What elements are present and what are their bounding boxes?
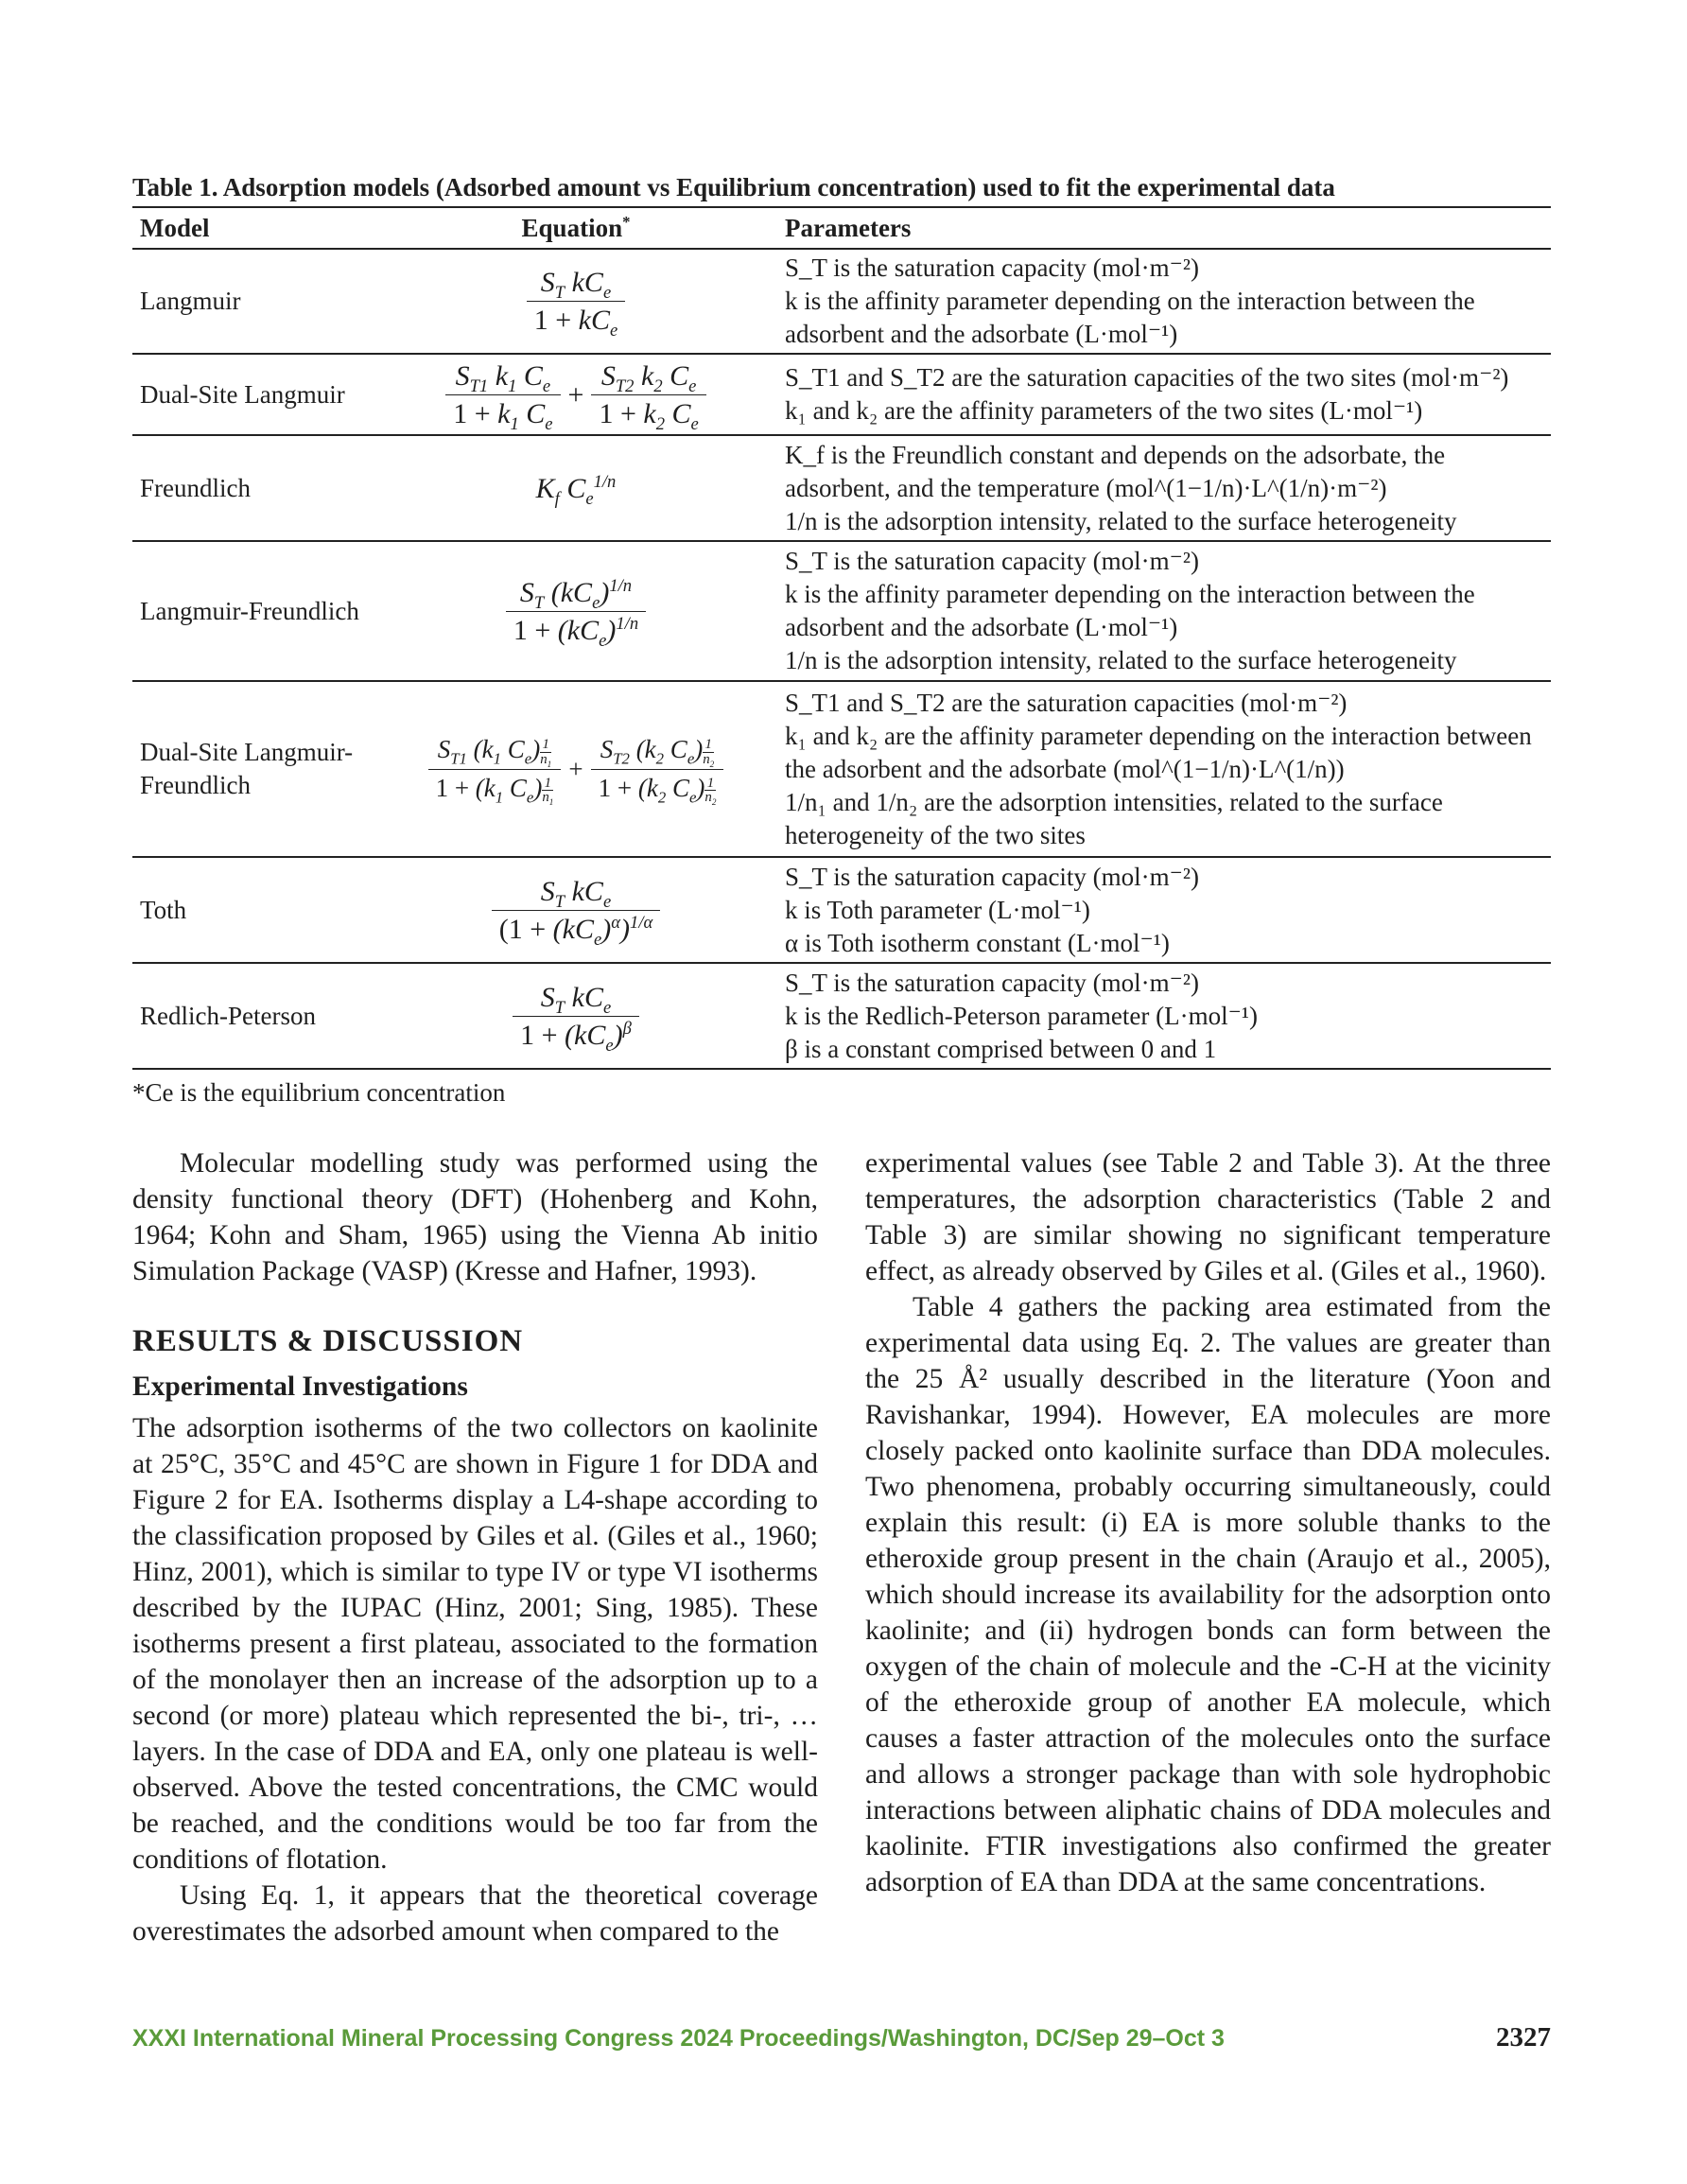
param-line: S_T is the saturation capacity (mol·m⁻²) [785,547,1199,575]
table-row [132,541,1551,681]
equation-langmuir: $\frac{S_T kC_e}{1 + kC_e}$ [374,249,777,354]
parameters-cell [777,963,1551,1069]
param-line: K_f is the Freundlich constant and depends on the adsorbate, the adsorbent, and the temperature (mol^(1−1/n)·L^(1/n)·m⁻²) [785,440,1446,502]
header-equation-mark: * [622,212,631,231]
paragraph: Using Eq. 1, it appears that the theoretical coverage overestimates the adsorbed amount when compared to the [132,1880,818,1947]
right-column [865,1145,1551,1949]
table-row [132,681,1551,857]
param-line: k is the Redlich-Peterson parameter (L·mol⁻¹) [785,1001,1258,1030]
table-row [132,963,1551,1069]
equation-redlich-peterson: $\frac{S_T kC_e}{1 + (kC_e)^\beta}$ [374,963,777,1069]
param-line: S_T is the saturation capacity (mol·m⁻²) [785,862,1199,891]
param-line: β is a constant comprised between 0 and 1 [785,1034,1217,1063]
page-content [132,170,1551,1949]
header-model: Model [132,207,374,249]
page-number: 2327 [1496,2022,1551,2053]
param-line: α is Toth isotherm constant (L·mol⁻¹) [785,928,1170,957]
model-name: Langmuir [132,249,374,354]
table-row [132,249,1551,354]
parameters-cell [777,857,1551,963]
model-name: Langmuir-Freundlich [132,541,374,681]
param-line: 1/n is the adsorption intensity, related to the surface heterogeneity [785,506,1457,535]
model-name: Freundlich [132,435,374,541]
body-columns [132,1145,1551,1949]
left-column [132,1145,818,1949]
param-line: S_T is the saturation capacity (mol·m⁻²) [785,253,1199,282]
equation-dual-site-langmuir: $\frac{S_{T1} k_1 C_e}{1 + k_1 C_e}$ + $\frac{S_{T2} k_2 C_e}{1 + k_2 C_e}$ [374,354,777,435]
param-line: k is the affinity parameter depending on the interaction between the adsorbent and the adsorbate (L·mol⁻¹) [785,287,1475,348]
model-name: Dual-Site Langmuir [132,354,374,435]
param-line: S_T1 and S_T2 are the saturation capacities (mol·m⁻²) [785,688,1348,717]
adsorption-models-table [132,206,1551,1070]
parameters-cell [777,541,1551,681]
parameters-cell [777,435,1551,541]
equation-toth: $\frac{S_T kC_e}{(1 + (kC_e)^\alpha)^{1/\alpha}}$ [374,857,777,963]
model-name: Dual-Site Langmuir-Freundlich [132,681,374,857]
param-line: 1/n₁ and 1/n₂ are the adsorption intensities, related to the surface heterogeneity of the two sites [785,787,1443,849]
model-name: Toth [132,857,374,963]
paragraph: Molecular modelling study was performed using the density functional theory (DFT) (Hohenberg and Kohn, 1964; Kohn and Sham, 1965) using the Vienna Ab initio Simulation Package (VASP) (Kresse and Hafner, 1993). [132,1148,818,1286]
header-equation-label: Equation [521,213,623,242]
table-row [132,435,1551,541]
paragraph: Table 4 gathers the packing area estimated from the experimental data using Eq. 2. The values are greater than the 25 Å² usually described in the literature (Yoon and Ravishankar, 1994). However, EA molecules are more closely packed onto kaolinite surface than DDA molecules. Two phenomena, probably occurring simultaneously, could explain this result: (i) EA is more soluble thanks to the etheroxide group present in the chain (Araujo et al., 2005), which should increase its availability for the adsorption onto kaolinite; and (ii) hydrogen bonds can form between the oxygen of the chain of molecule and the -C-H at the vicinity of the etheroxide group of another EA molecule, which causes a faster attraction of the molecules onto the surface and allows a stronger package than with sole hydrophobic interactions between aliphatic chains of DDA molecules and kaolinite. FTIR investigations also confirmed the greater adsorption of EA than DDA at the same concentrations. [865,1292,1551,1897]
param-line: S_T is the saturation capacity (mol·m⁻²) [785,968,1199,997]
equation-langmuir-freundlich: $\frac{S_T (kC_e)^{1/n}}{1 + (kC_e)^{1/n}}$ [374,541,777,681]
paragraph: The adsorption isotherms of the two collectors on kaolinite at 25°C, 35°C and 45°C are shown in Figure 1 for DDA and Figure 2 for EA. Isotherms display a L4-shape according to the classification proposed by Giles et al. (Giles et al., 1960; Hinz, 2001), which is similar to type IV or type VI isotherms described by the IUPAC (Hinz, 2001; Sing, 1985). These isotherms present a first plateau, associated to the formation of the monolayer then an increase of the adsorption up to a second (or more) plateau which represented the bi-, tri-, … layers. In the case of DDA and EA, only one plateau is well-observed. Above the tested concentrations, the CMC would be reached, and the conditions would be too far from the conditions of flotation. [132,1413,818,1875]
table-caption: Table 1. Adsorption models (Adsorbed amount vs Equilibrium concentration) used to fit the experimental data [132,173,1335,201]
section-heading: RESULTS & DISCUSSION [132,1324,524,1358]
model-name: Redlich-Peterson [132,963,374,1069]
param-line: k is the affinity parameter depending on the interaction between the adsorbent and the adsorbate (L·mol⁻¹) [785,580,1475,641]
param-line: S_T1 and S_T2 are the saturation capacities of the two sites (mol·m⁻²) [785,363,1509,392]
parameters-cell [777,681,1551,857]
table-row [132,857,1551,963]
paragraph: experimental values (see Table 2 and Table 3). At the three temperatures, the adsorption characteristics (Table 2 and Table 3) are similar showing no significant temperature effect, as already observed by Giles et al. (Giles et al., 1960). [865,1148,1551,1286]
header-parameters: Parameters [777,207,1551,249]
table-footnote: *Ce is the equilibrium concentration [132,1078,506,1107]
table-header-row [132,207,1551,249]
parameters-cell [777,249,1551,354]
equation-freundlich: $K_f$ $C_e^{1/n}$ [374,435,777,541]
param-line: k₁ and k₂ are the affinity parameters of the two sites (L·mol⁻¹) [785,396,1423,425]
parameters-cell [777,354,1551,435]
table-row [132,354,1551,435]
sub-heading: Experimental Investigations [132,1372,468,1402]
footer-proceedings: XXXI International Mineral Processing Congress 2024 Proceedings/Washington, DC/Sep 29–Oct 3 [132,2025,1225,2052]
param-line: k is Toth parameter (L·mol⁻¹) [785,895,1090,924]
header-equation [374,207,777,249]
param-line: k₁ and k₂ are the affinity parameter depending on the interaction between the adsorbent and the adsorbate (mol^(1−1/n)·L^(1/n)) [785,721,1532,783]
param-line: 1/n is the adsorption intensity, related to the surface heterogeneity [785,646,1457,674]
equation-dual-site-langmuir-freundlich: $S_{T1}$ ($k_1$ $C_e$) $\frac{1}{n_1}$ $1 + (k_1$ $C_e$) $\frac{1}{n_1}$ + $S_{T2}$ ($k_2$ $C_e$) $\frac{1}{n_2}$ $1 + (k_2$ $C_e$) $\frac{1}{n_2}$ [374,681,777,857]
